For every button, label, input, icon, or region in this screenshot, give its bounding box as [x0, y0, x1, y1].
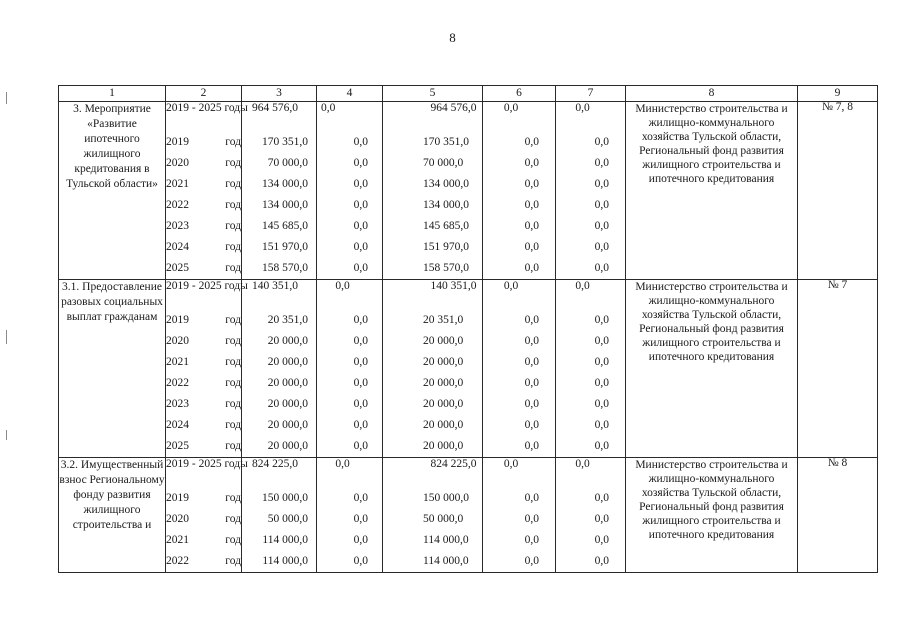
- amount-value: 20 000,0: [267, 335, 308, 347]
- amount-value: 0,0: [353, 555, 368, 567]
- year-label: [166, 310, 241, 331]
- amount-value: 0,0: [594, 555, 609, 567]
- activity-name-text: 3. Мероприятие «Развитие ипотечного жилищного кредитования в Тульской области»: [66, 103, 158, 190]
- amount-value: 0,0: [503, 102, 519, 114]
- activity-name: [59, 280, 166, 458]
- year-unit: год: [225, 356, 241, 368]
- amount-value: 0,0: [594, 534, 609, 546]
- year-label: [166, 258, 241, 279]
- amount-value: 145 685,0: [262, 220, 308, 232]
- amount-value: 0,0: [594, 314, 609, 326]
- amount-value: 140 351,0: [252, 280, 298, 292]
- year-number: 2020: [166, 513, 189, 525]
- amount-value: 0,0: [524, 136, 539, 148]
- year-unit: год: [225, 157, 241, 169]
- amount-value: 50 000,0: [423, 513, 464, 525]
- section-row: [59, 280, 878, 458]
- amount-value: 170 351,0: [262, 136, 308, 148]
- amount-value: 0,0: [353, 157, 368, 169]
- year-label: [166, 132, 241, 153]
- amount-value: 0,0: [353, 534, 368, 546]
- amount-value: 0,0: [524, 199, 539, 211]
- amount-value: 0,0: [594, 157, 609, 169]
- executor-cell: [626, 102, 798, 280]
- amount-value: 0,0: [594, 220, 609, 232]
- amount-value: 158 570,0: [423, 262, 469, 274]
- amount-value: 0,0: [353, 492, 368, 504]
- amount-value: 20 000,0: [267, 356, 308, 368]
- federal-budget-cell: [317, 458, 383, 573]
- amount-value: 145 685,0: [423, 220, 469, 232]
- indicator-text: № 7: [827, 279, 848, 291]
- amount-value: 140 351,0: [430, 280, 477, 292]
- regional-budget-cell: [383, 458, 483, 573]
- amount-value: 0,0: [503, 458, 519, 470]
- period-label: 2019 - 2025 годы: [166, 280, 248, 292]
- indicator-cell: [798, 280, 878, 458]
- amount-value: 50 000,0: [267, 513, 308, 525]
- amount-value: 20 000,0: [423, 419, 464, 431]
- amount-value: 0,0: [524, 241, 539, 253]
- section-row: [59, 102, 878, 280]
- period-cell: [166, 458, 248, 573]
- executor-text: Министерство строительства и жилищно-коммунального хозяйства Тульской области, Региональный фонд развития жилищного строительства и ипотечного кредитования: [635, 281, 788, 363]
- total-amount-cell: [242, 458, 317, 573]
- year-label: [166, 530, 241, 551]
- amount-value: 0,0: [524, 262, 539, 274]
- year-unit: год: [225, 199, 241, 211]
- amount-value: 0,0: [575, 280, 590, 292]
- amount-value: 20 000,0: [423, 356, 464, 368]
- indicator-text: № 7, 8: [821, 101, 854, 113]
- year-unit: год: [225, 513, 241, 525]
- amount-value: 0,0: [353, 440, 368, 452]
- year-label: [166, 331, 241, 352]
- year-number: 2022: [166, 377, 189, 389]
- amount-value: 0,0: [353, 398, 368, 410]
- year-unit: год: [225, 398, 241, 410]
- year-label: [166, 174, 241, 195]
- amount-value: 0,0: [594, 398, 609, 410]
- year-unit: год: [225, 178, 241, 190]
- amount-value: 0,0: [353, 419, 368, 431]
- period-cell: [166, 102, 248, 280]
- amount-value: 0,0: [524, 419, 539, 431]
- period-label: 2019 - 2025 годы: [166, 458, 248, 470]
- amount-value: 0,0: [524, 398, 539, 410]
- year-label: [166, 373, 241, 394]
- amount-value: 20 000,0: [423, 398, 464, 410]
- column-number: 9: [798, 86, 878, 102]
- column-number: 2: [166, 86, 242, 102]
- indicator-text: № 8: [827, 457, 848, 469]
- year-number: 2023: [166, 398, 189, 410]
- year-number: 2022: [166, 555, 189, 567]
- amount-value: 0,0: [524, 314, 539, 326]
- executor-cell: [626, 458, 798, 573]
- amount-value: 0,0: [353, 356, 368, 368]
- amount-value: 0,0: [353, 262, 368, 274]
- amount-value: 0,0: [335, 280, 350, 292]
- executor-text: Министерство строительства и жилищно-коммунального хозяйства Тульской области, Региональный фонд развития жилищного строительства и ипотечного кредитования: [635, 459, 788, 541]
- amount-value: 0,0: [594, 199, 609, 211]
- year-label: [166, 216, 241, 237]
- amount-value: 0,0: [524, 492, 539, 504]
- amount-value: 824 225,0: [252, 458, 298, 470]
- activity-name: [59, 458, 166, 573]
- amount-value: 0,0: [524, 377, 539, 389]
- year-number: 2020: [166, 335, 189, 347]
- year-unit: год: [225, 555, 241, 567]
- year-label: [166, 153, 241, 174]
- year-unit: год: [225, 136, 241, 148]
- year-label: [166, 415, 241, 436]
- margin-mark: [6, 430, 7, 440]
- amount-value: 0,0: [524, 220, 539, 232]
- column-numbers-row: [59, 86, 878, 102]
- amount-value: 0,0: [594, 513, 609, 525]
- amount-value: 0,0: [594, 440, 609, 452]
- amount-value: 20 000,0: [267, 419, 308, 431]
- amount-value: 134 000,0: [262, 199, 308, 211]
- amount-value: 0,0: [594, 262, 609, 274]
- amount-value: 964 576,0: [430, 102, 477, 114]
- extrabudget-cell: [556, 458, 626, 573]
- margin-mark: [6, 330, 7, 344]
- indicator-cell: [798, 102, 878, 280]
- executor-text: Министерство строительства и жилищно-коммунального хозяйства Тульской области, Региональный фонд развития жилищного строительства и ипотечного кредитования: [635, 103, 788, 185]
- period-cell: [166, 280, 248, 458]
- period-label: 2019 - 2025 годы: [166, 102, 248, 114]
- column-number: 6: [483, 86, 556, 102]
- amount-value: 20 000,0: [267, 440, 308, 452]
- amount-value: 70 000,0: [267, 157, 308, 169]
- amount-value: 0,0: [594, 356, 609, 368]
- amount-value: 20 000,0: [423, 440, 464, 452]
- year-number: 2025: [166, 262, 189, 274]
- amount-value: 0,0: [524, 513, 539, 525]
- year-number: 2021: [166, 356, 189, 368]
- column-number: 1: [59, 86, 166, 102]
- amount-value: 170 351,0: [423, 136, 469, 148]
- amount-value: 964 576,0: [252, 102, 298, 114]
- year-number: 2024: [166, 419, 189, 431]
- amount-value: 20 351,0: [267, 314, 308, 326]
- year-unit: год: [225, 314, 241, 326]
- year-number: 2021: [166, 178, 189, 190]
- year-unit: год: [225, 241, 241, 253]
- amount-value: 150 000,0: [423, 492, 469, 504]
- amount-value: 0,0: [353, 178, 368, 190]
- column-number: 7: [556, 86, 626, 102]
- amount-value: 70 000,0: [423, 157, 464, 169]
- amount-value: 0,0: [353, 377, 368, 389]
- year-unit: год: [225, 492, 241, 504]
- amount-value: 114 000,0: [423, 555, 469, 567]
- amount-value: 114 000,0: [423, 534, 469, 546]
- year-number: 2019: [166, 314, 189, 326]
- regional-budget-cell: [383, 102, 483, 280]
- amount-value: 20 000,0: [267, 377, 308, 389]
- year-label: [166, 509, 241, 530]
- financing-table: [58, 85, 878, 573]
- executor-cell: [626, 280, 798, 458]
- amount-value: 151 970,0: [262, 241, 308, 253]
- column-number: 3: [242, 86, 317, 102]
- amount-value: 0,0: [353, 513, 368, 525]
- amount-value: 0,0: [353, 335, 368, 347]
- year-unit: год: [225, 335, 241, 347]
- year-label: [166, 352, 241, 373]
- total-amount-cell: [242, 280, 317, 458]
- amount-value: 114 000,0: [262, 555, 308, 567]
- indicator-cell: [798, 458, 878, 573]
- year-number: 2019: [166, 492, 189, 504]
- year-label: [166, 488, 241, 509]
- amount-value: 0,0: [524, 178, 539, 190]
- amount-value: 0,0: [594, 492, 609, 504]
- year-number: 2019: [166, 136, 189, 148]
- year-unit: год: [225, 419, 241, 431]
- amount-value: 150 000,0: [262, 492, 308, 504]
- federal-budget-cell: [317, 102, 383, 280]
- amount-value: 0,0: [594, 178, 609, 190]
- amount-value: 0,0: [575, 458, 590, 470]
- amount-value: 20 000,0: [423, 335, 464, 347]
- amount-value: 0,0: [594, 136, 609, 148]
- year-label: [166, 436, 241, 457]
- local-budget-cell: [483, 458, 556, 573]
- year-number: 2020: [166, 157, 189, 169]
- amount-value: 0,0: [335, 458, 350, 470]
- amount-value: 0,0: [353, 314, 368, 326]
- amount-value: 114 000,0: [262, 534, 308, 546]
- amount-value: 0,0: [524, 356, 539, 368]
- year-label: [166, 394, 241, 415]
- column-number: 5: [383, 86, 483, 102]
- extrabudget-cell: [556, 102, 626, 280]
- page-number: 8: [449, 30, 456, 45]
- amount-value: 0,0: [353, 241, 368, 253]
- year-number: 2024: [166, 241, 189, 253]
- year-unit: год: [225, 220, 241, 232]
- year-unit: год: [225, 377, 241, 389]
- year-number: 2021: [166, 534, 189, 546]
- amount-value: 0,0: [594, 419, 609, 431]
- amount-value: 0,0: [594, 241, 609, 253]
- column-number: 4: [317, 86, 383, 102]
- activity-name-text: 3.2. Имущественный взнос Региональному фонду развития жилищного строительства и: [59, 459, 165, 531]
- federal-budget-cell: [317, 280, 383, 458]
- amount-value: 20 000,0: [267, 398, 308, 410]
- amount-value: 134 000,0: [423, 199, 469, 211]
- total-amount-cell: [242, 102, 317, 280]
- regional-budget-cell: [383, 280, 483, 458]
- year-label: [166, 195, 241, 216]
- amount-value: 0,0: [524, 555, 539, 567]
- amount-value: 158 570,0: [262, 262, 308, 274]
- amount-value: 0,0: [524, 157, 539, 169]
- amount-value: 151 970,0: [423, 241, 469, 253]
- amount-value: 0,0: [524, 440, 539, 452]
- year-label: [166, 551, 241, 572]
- amount-value: 20 000,0: [423, 377, 464, 389]
- activity-name: [59, 102, 166, 280]
- amount-value: 0,0: [575, 102, 590, 114]
- activity-name-text: 3.1. Предоставление разовых социальных выплат гражданам: [61, 281, 163, 323]
- amount-value: 0,0: [353, 199, 368, 211]
- year-number: 2022: [166, 199, 189, 211]
- column-number: 8: [626, 86, 798, 102]
- amount-value: 0,0: [353, 220, 368, 232]
- amount-value: 0,0: [594, 377, 609, 389]
- amount-value: 0,0: [594, 335, 609, 347]
- amount-value: 134 000,0: [262, 178, 308, 190]
- amount-value: 20 351,0: [423, 314, 464, 326]
- margin-mark: [6, 92, 7, 104]
- year-label: [166, 237, 241, 258]
- amount-value: 134 000,0: [423, 178, 469, 190]
- amount-value: 0,0: [524, 534, 539, 546]
- year-number: 2025: [166, 440, 189, 452]
- year-number: 2023: [166, 220, 189, 232]
- amount-value: 0,0: [321, 102, 336, 114]
- year-unit: год: [225, 262, 241, 274]
- extrabudget-cell: [556, 280, 626, 458]
- year-unit: год: [225, 440, 241, 452]
- amount-value: 0,0: [524, 335, 539, 347]
- section-row: [59, 458, 878, 573]
- year-unit: год: [225, 534, 241, 546]
- amount-value: 0,0: [353, 136, 368, 148]
- local-budget-cell: [483, 280, 556, 458]
- amount-value: 824 225,0: [430, 458, 477, 470]
- amount-value: 0,0: [503, 280, 519, 292]
- local-budget-cell: [483, 102, 556, 280]
